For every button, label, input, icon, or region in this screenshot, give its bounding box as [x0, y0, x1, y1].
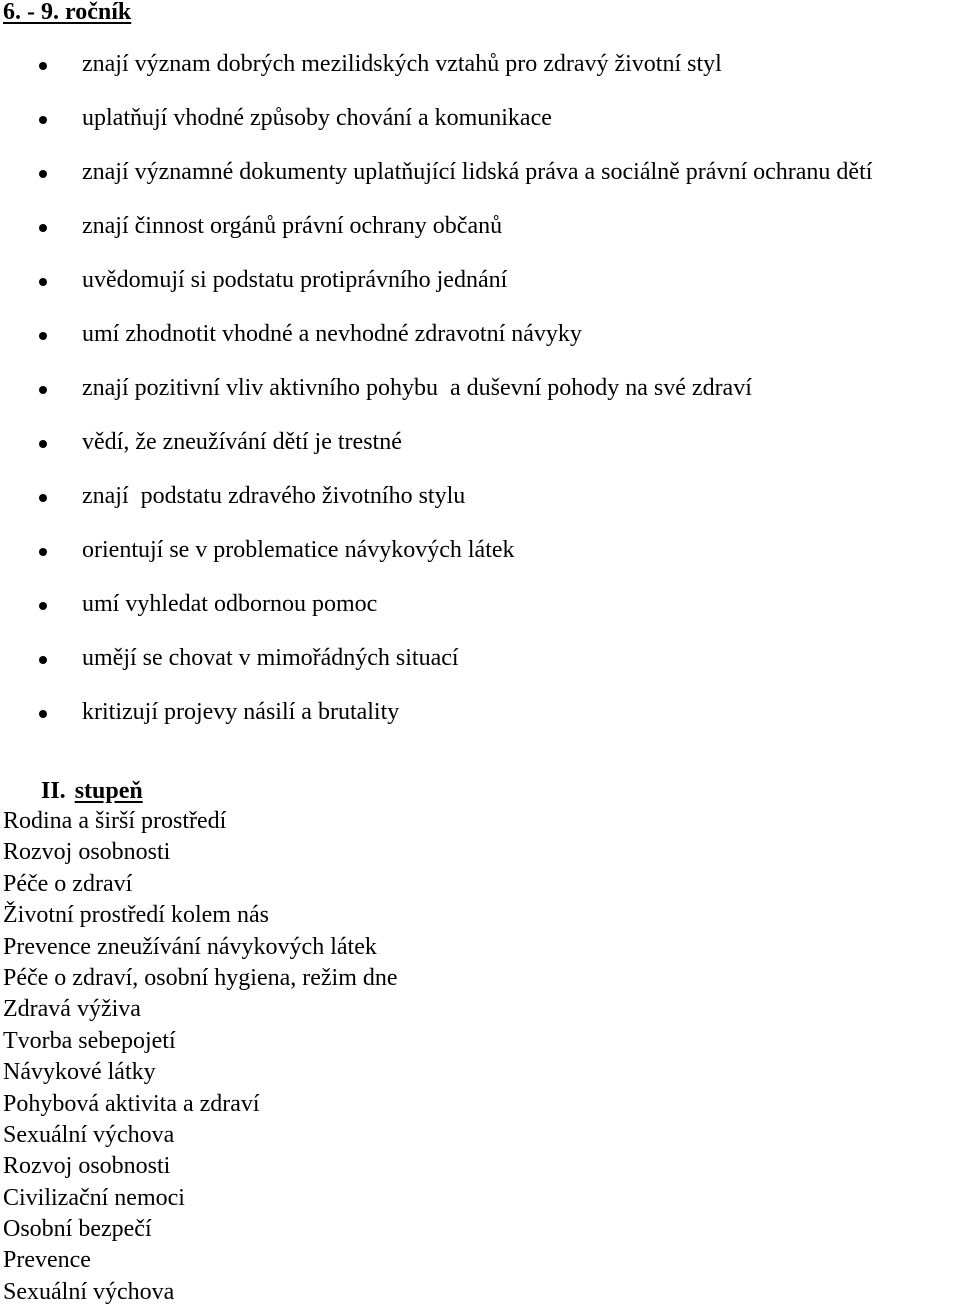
topic-item: Rozvoj osobnosti — [3, 839, 171, 866]
topic-item: Péče o zdraví, osobní hygiena, režim dne — [3, 964, 398, 991]
outcome-text: znají významné dokumenty uplatňující lidská práva a sociálně právní ochranu dětí — [82, 159, 873, 185]
outcome-text: znají činnost orgánů právní ochrany občanů — [82, 213, 503, 239]
bullet-icon — [39, 62, 47, 70]
outcome-text: kritizují projevy násilí a brutality — [82, 699, 400, 725]
outcome-text: znají podstatu zdravého životního stylu — [82, 483, 466, 509]
bullet-icon — [39, 278, 47, 286]
bullet-icon — [39, 440, 47, 448]
bullet-icon — [39, 332, 47, 340]
bullet-icon — [39, 224, 47, 232]
topic-item: Návykové látky — [3, 1059, 156, 1086]
bullet-icon — [39, 494, 47, 502]
bullet-icon — [39, 710, 47, 718]
topic-item: Sexuální výchova — [3, 1278, 175, 1305]
outcome-text: uplatňují vhodné způsoby chování a komunikace — [82, 105, 552, 131]
bullet-icon — [39, 386, 47, 394]
topic-item: Prevence zneužívání návykových látek — [3, 933, 377, 960]
outcome-text: znají pozitivní vliv aktivního pohybu a duševní pohody na své zdraví — [82, 375, 752, 401]
topic-item: Rozvoj osobnosti — [3, 1153, 171, 1180]
outcome-text: umějí se chovat v mimořádných situací — [82, 645, 459, 671]
topic-item: Pohybová aktivita a zdraví — [3, 1090, 260, 1117]
outcome-text: vědí, že zneužívání dětí je trestné — [82, 429, 402, 455]
stage-word: stupeň — [74, 778, 143, 804]
outcome-text: orientují se v problematice návykových látek — [82, 537, 515, 563]
stage-number: II. — [41, 778, 66, 804]
topics-list — [3, 806, 398, 1308]
topic-item: Osobní bezpečí — [3, 1216, 152, 1243]
topic-item: Péče o zdraví — [3, 870, 133, 897]
topic-item: Zdravá výživa — [3, 996, 141, 1023]
outcome-text: umí zhodnotit vhodné a nevhodné zdravotní návyky — [82, 321, 582, 347]
outcome-text: umí vyhledat odbornou pomoc — [82, 591, 378, 617]
stage-heading — [41, 776, 143, 806]
bullet-icon — [39, 116, 47, 124]
topic-item: Rodina a širší prostředí — [3, 808, 227, 834]
bullet-icon — [39, 656, 47, 664]
bullet-icon — [39, 170, 47, 178]
bullet-icon — [39, 602, 47, 610]
topic-item: Prevence — [3, 1247, 91, 1274]
bullet-icon — [39, 548, 47, 556]
topic-item: Civilizační nemoci — [3, 1184, 185, 1211]
topic-item: Životní prostředí kolem nás — [3, 902, 269, 929]
outcome-text: znají význam dobrých mezilidských vztahů pro zdravý životní styl — [82, 51, 722, 77]
topic-item: Tvorba sebepojetí — [3, 1027, 176, 1054]
grade-heading: 6. - 9. ročník — [3, 0, 132, 25]
topic-item: Sexuální výchova — [3, 1121, 175, 1148]
outcome-text: uvědomují si podstatu protiprávního jednání — [82, 267, 508, 293]
